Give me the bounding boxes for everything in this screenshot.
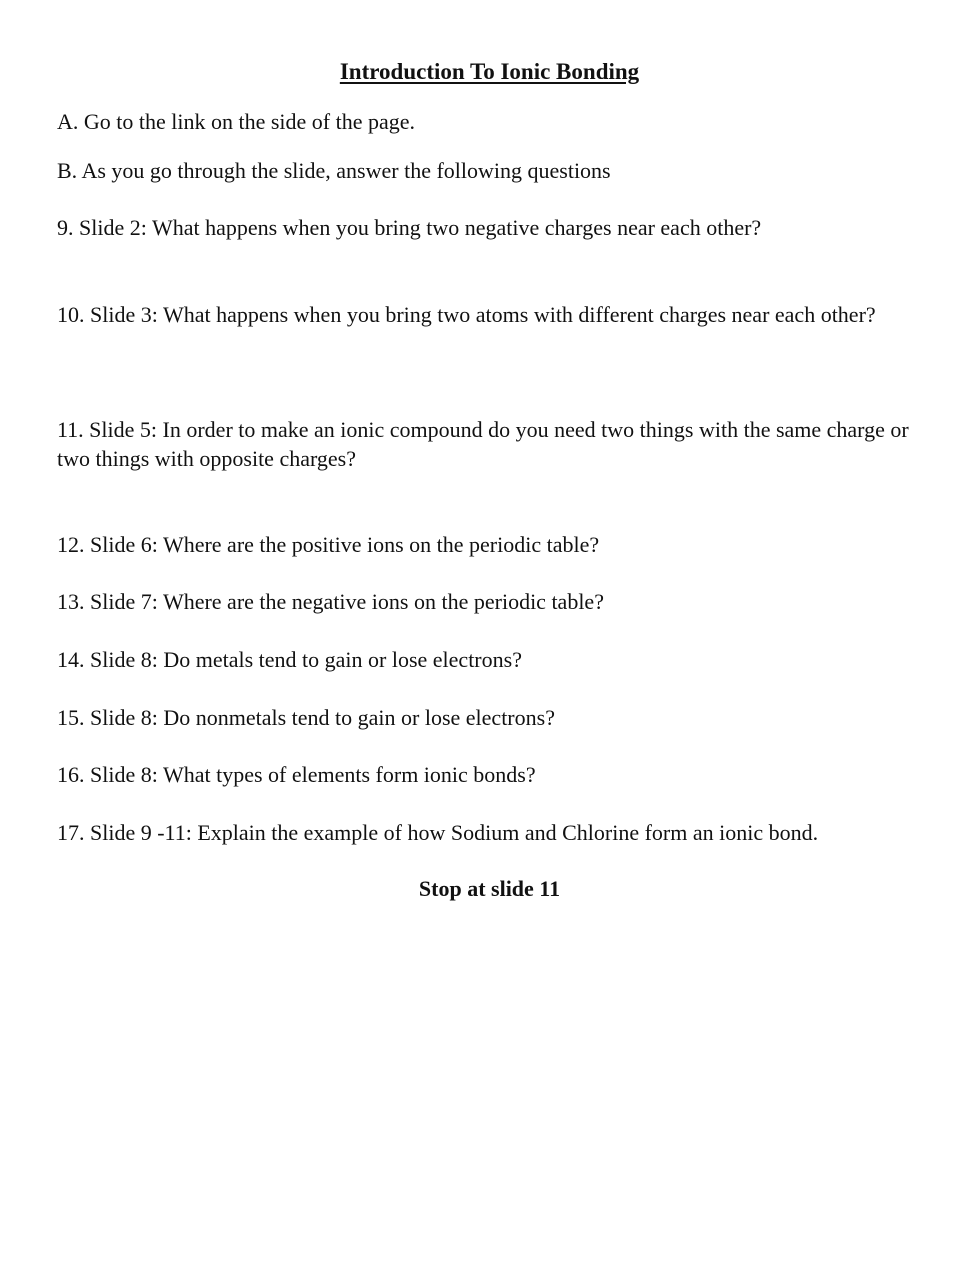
question-15: 15. Slide 8: Do nonmetals tend to gain or lose electrons? [57, 705, 555, 730]
instruction-b: B. As you go through the slide, answer the following questions [57, 158, 611, 183]
question-12: 12. Slide 6: Where are the positive ions on the periodic table? [57, 532, 600, 557]
instruction-a: A. Go to the link on the side of the page. [57, 109, 416, 134]
question-16: 16. Slide 8: What types of elements form ionic bonds? [57, 762, 536, 787]
stop-note: Stop at slide 11 [418, 876, 561, 901]
question-10: 10. Slide 3: What happens when you bring two atoms with different charges near each other? [57, 302, 876, 327]
question-14: 14. Slide 8: Do metals tend to gain or lose electrons? [57, 647, 522, 672]
question-13: 13. Slide 7: Where are the negative ions on the periodic table? [57, 589, 604, 614]
question-11: 11. Slide 5: In order to make an ionic compound do you need two things with the same charge or two things with opposite charges? [57, 417, 909, 471]
page-title: Introduction To Ionic Bonding [339, 59, 640, 84]
question-9: 9. Slide 2: What happens when you bring two negative charges near each other? [57, 215, 762, 240]
question-17: 17. Slide 9 -11: Explain the example of how Sodium and Chlorine form an ionic bond. [57, 820, 819, 845]
